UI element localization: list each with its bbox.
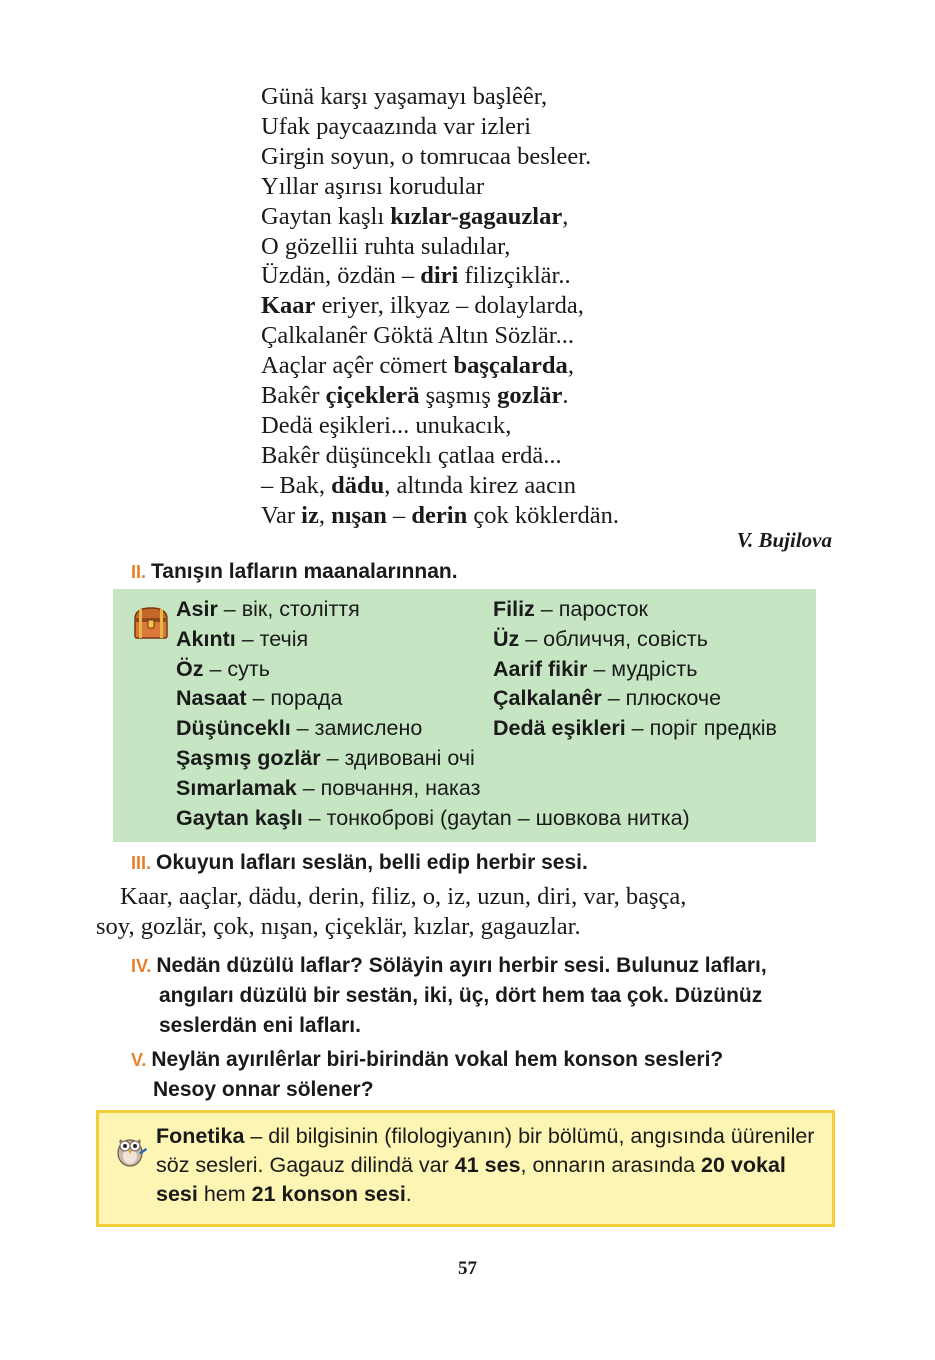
task-number: III.: [131, 853, 152, 873]
poem: [261, 82, 861, 531]
rule-text: Fonetika – dil bilgisinin (filologiyanın) bir bölümü, angısında üüreniler söz sesleri. Gagauz dilindä var 41 ses, onnarın arasında 20 vokal sesi hem 21 konson sesi.: [156, 1124, 815, 1206]
text-span: Aaçlar açêr cömert: [261, 352, 454, 380]
poem-line: [261, 172, 861, 202]
task-number: V.: [131, 1050, 147, 1070]
vocabulary-right-column: [493, 595, 777, 744]
vocab-entry: Akıntı – течія: [176, 626, 309, 651]
poem-line: [261, 501, 861, 531]
task-2: [131, 557, 458, 587]
poem-line: [261, 321, 861, 351]
poem-line: [261, 471, 861, 501]
task-text-line: Neylän ayırılêrlar biri-birindän vokal hem konson sesleri?: [151, 1048, 724, 1071]
poem-line: [261, 112, 861, 142]
task-5-line: [153, 1075, 374, 1105]
text-span: şaşmış: [419, 382, 498, 410]
poem-line: [261, 142, 861, 172]
task-4-line: [159, 981, 762, 1011]
treasure-chest-icon: [131, 605, 171, 641]
text-span: filizçiklär..: [458, 262, 571, 290]
task-text-line: Nedän düzülü laflar? Söläyin ayırı herbir sesi. Bulunuz lafları,: [156, 954, 767, 977]
task-text-line: angıları düzülü bir sestän, iki, üç, dört hem taa çok. Düzünüz: [159, 984, 763, 1007]
text-span: Üzdän, özdän –: [261, 262, 421, 290]
vocab-entry: Şaşmış gozlär – здивовані очі: [176, 745, 475, 770]
task-number: II.: [131, 562, 147, 582]
bold-word: kızlar-gagauzlar: [390, 202, 563, 230]
poem-line: [261, 351, 861, 381]
text-span: ,: [562, 202, 569, 230]
page-number: 57: [458, 1258, 477, 1279]
poem-author: V. Bujilova: [736, 528, 832, 552]
bold-word: Kaar: [261, 292, 316, 320]
poem-line: [261, 291, 861, 321]
task-number: IV.: [131, 956, 152, 976]
word-list-line: Kaar, aaçlar, dädu, derin, filiz, o, iz, uzun, diri, var, başça,: [120, 883, 687, 910]
task-4: [131, 951, 767, 981]
text-span: Yıllar aşırısı korudular: [261, 172, 485, 200]
text-span: Var: [261, 501, 302, 529]
vocab-entry: Üz – обличчя, совість: [493, 626, 708, 651]
text-span: Girgin soyun, o tomrucaa besleer.: [261, 142, 592, 170]
task-text: Okuyun lafları seslän, belli edip herbir sesi.: [156, 851, 588, 874]
poem-line: [261, 82, 861, 112]
text-span: eriyer, ilkyaz – dolaylarda,: [315, 292, 584, 320]
text-span: Bakêr: [261, 382, 326, 410]
vocab-entry: Asir – вік, століття: [176, 597, 360, 621]
bold-word: nışan: [331, 501, 387, 529]
text-span: .: [562, 382, 569, 410]
rule-box: [96, 1110, 835, 1227]
task-text-line: Nesoy onnar sölener?: [153, 1078, 374, 1101]
task-text-line: seslerdän eni lafları.: [159, 1014, 361, 1037]
vocabulary-box: [113, 589, 816, 842]
poem-line: [261, 441, 861, 471]
poem-line: [261, 381, 861, 411]
text-span: Dedä eşikleri... unukacık,: [261, 411, 512, 439]
bold-word: dädu: [331, 471, 385, 499]
poem-line: [261, 232, 861, 262]
text-span: ,: [318, 501, 332, 529]
text-span: O gözellii ruhta suladılar,: [261, 232, 511, 260]
vocab-entry: Nasaat – порада: [176, 686, 343, 711]
text-span: Gaytan kaşlı: [261, 202, 391, 230]
task-3: [131, 848, 588, 878]
task-text: Tanışın lafların maanalarınnan.: [151, 560, 458, 583]
text-span: – Bak,: [261, 471, 332, 499]
text-span: Ufak paycaazında var izleri: [261, 112, 532, 140]
vocab-entry: Dedä eşikleri – поріг предків: [493, 716, 777, 741]
poem-line: [261, 202, 861, 232]
bold-word: başçalarda: [453, 352, 568, 380]
vocab-entry: Öz – суть: [176, 656, 270, 681]
bold-word: derin: [411, 501, 468, 529]
text-span: –: [386, 501, 412, 529]
task-5: [131, 1045, 723, 1075]
bold-word: çiçeklerä: [325, 382, 420, 410]
task-4-line: [159, 1011, 361, 1041]
vocab-entry: Gaytan kaşlı – тонкоброві (gaytan – шовкова нитка): [176, 805, 690, 830]
poem-line: [261, 411, 861, 441]
vocab-entry: Sımarlamak – повчання, наказ: [176, 775, 481, 800]
text-span: çok köklerdän.: [467, 501, 619, 529]
text-span: Günä karşı yaşamayı başlêêr,: [261, 83, 548, 110]
text-span: Çalkalanêr Göktä Altın Sözlär...: [261, 322, 574, 350]
word-list-line: soy, gozlär, çok, nışan, çiçeklär, kızlar, gagauzlar.: [96, 913, 581, 940]
vocab-entry: Düşünceklı – замислено: [176, 716, 423, 741]
text-span: ,: [567, 352, 574, 380]
owl-icon: [111, 1129, 149, 1169]
vocab-entry: Çalkalanêr – плюскоче: [493, 686, 722, 711]
bold-word: gozlär: [497, 382, 563, 410]
bold-word: diri: [420, 262, 459, 290]
word-list: [96, 882, 836, 942]
vocab-entry: Aarif fikir – мудрість: [493, 656, 698, 681]
poem-line: [261, 261, 861, 291]
text-span: Bakêr düşünceklı çatlaa erdä...: [261, 441, 562, 469]
text-span: , altında kirez aacın: [384, 471, 577, 499]
bold-word: iz: [301, 501, 319, 529]
vocab-entry: Filiz – паросток: [493, 597, 648, 621]
